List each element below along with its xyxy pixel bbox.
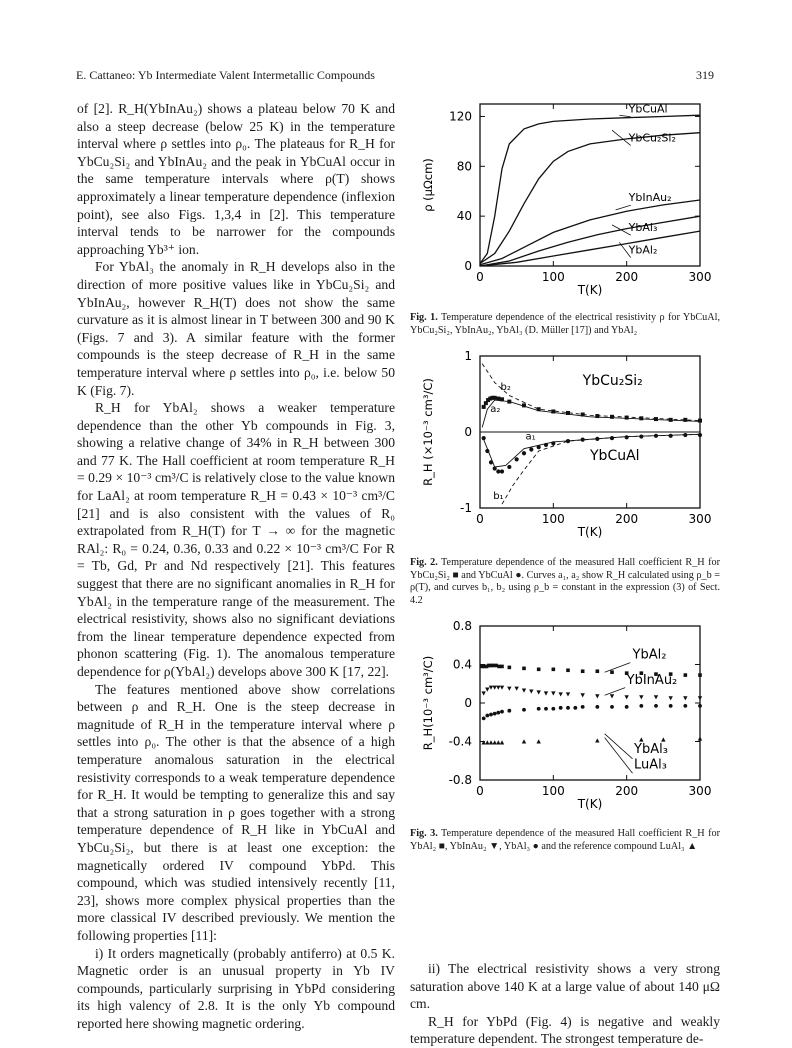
caption-label: Fig. 3. bbox=[410, 828, 438, 839]
y-tick-label: 1 bbox=[464, 350, 472, 363]
y-axis-label: R_H (×10⁻³ cm³/C) bbox=[421, 378, 435, 486]
data-point-ybal3 bbox=[537, 707, 541, 711]
data-point-ybcu2si2 bbox=[537, 407, 541, 411]
data-point-ybinau2 bbox=[544, 691, 548, 695]
data-point-ybinau2 bbox=[492, 686, 496, 690]
data-point-ybal2 bbox=[596, 669, 600, 673]
x-tick-label: 100 bbox=[541, 512, 565, 526]
data-point-ybcu2si2 bbox=[496, 397, 500, 401]
data-point-ybinau2 bbox=[500, 686, 504, 690]
x-tick-label: 200 bbox=[615, 784, 639, 798]
plot-frame bbox=[480, 104, 700, 266]
data-point-ybal2 bbox=[508, 666, 512, 670]
data-point-ybcual bbox=[625, 435, 629, 439]
data-point-ybcu2si2 bbox=[625, 416, 629, 420]
label-leader bbox=[605, 663, 631, 673]
data-point-ybinau2 bbox=[683, 696, 687, 700]
data-point-ybal3 bbox=[669, 704, 673, 708]
x-tick-label: 0 bbox=[476, 784, 484, 798]
data-point-ybcual bbox=[610, 436, 614, 440]
data-point-ybal3 bbox=[610, 705, 614, 709]
fig2-chart bbox=[410, 350, 720, 555]
data-point-ybal3 bbox=[683, 704, 687, 708]
figure-2 bbox=[410, 350, 720, 555]
curve-label: YbCuAl bbox=[628, 102, 668, 116]
x-tick-label: 300 bbox=[688, 784, 712, 798]
data-point-ybal2 bbox=[522, 667, 526, 671]
data-point-ybal3 bbox=[625, 705, 629, 709]
data-point-ybcu2si2 bbox=[610, 415, 614, 419]
data-point-ybinau2 bbox=[522, 688, 526, 692]
data-point-ybcual bbox=[485, 449, 489, 453]
data-point-luAl3 bbox=[500, 740, 504, 744]
data-point-ybcual bbox=[581, 438, 585, 442]
paragraph: R_H for YbPd (Fig. 4) is negative and weakly temperature dependent. The strongest temperature de- bbox=[410, 1013, 720, 1047]
curve-b1 bbox=[502, 431, 700, 504]
data-point-luAl3 bbox=[485, 740, 489, 744]
data-point-ybal3 bbox=[639, 704, 643, 708]
data-point-luAl3 bbox=[522, 739, 526, 743]
curve-label: YbCuAl bbox=[590, 448, 640, 465]
y-tick-label: 0.8 bbox=[452, 619, 472, 633]
data-point-ybal3 bbox=[551, 707, 555, 711]
data-point-ybinau2 bbox=[654, 695, 658, 699]
data-point-luAl3 bbox=[492, 740, 496, 744]
curve-label: YbCu₂Si₂ bbox=[582, 372, 643, 389]
running-header: E. Cattaneo: Yb Intermediate Valent Intermetallic Compounds bbox=[76, 68, 375, 82]
data-point-ybcual bbox=[537, 445, 541, 449]
data-point-ybcual bbox=[654, 434, 658, 438]
data-point-ybal3 bbox=[654, 704, 658, 708]
y-tick-label: -0.8 bbox=[448, 773, 472, 787]
x-axis-label: T(K) bbox=[577, 525, 603, 539]
x-tick-label: 0 bbox=[476, 270, 484, 284]
data-point-ybcu2si2 bbox=[507, 400, 511, 404]
data-point-ybcu2si2 bbox=[522, 403, 526, 407]
data-point-ybinau2 bbox=[639, 695, 643, 699]
data-point-ybcual bbox=[489, 460, 493, 464]
data-point-ybcual bbox=[496, 469, 500, 473]
data-point-ybcual bbox=[522, 451, 526, 455]
data-point-ybal3 bbox=[581, 705, 585, 709]
y-tick-label: 40 bbox=[456, 209, 472, 224]
data-point-ybal2 bbox=[566, 668, 570, 672]
figure-3-caption bbox=[410, 828, 720, 853]
curve-label: b₁ bbox=[493, 490, 504, 502]
y-axis-label: R_H(10⁻³ cm³/C) bbox=[421, 655, 435, 751]
data-point-ybal3 bbox=[489, 713, 493, 717]
curve-label: YbCu₂Si₂ bbox=[628, 131, 676, 145]
x-axis-label: T(K) bbox=[577, 283, 603, 297]
data-point-ybinau2 bbox=[507, 687, 511, 691]
data-point-ybinau2 bbox=[514, 687, 518, 691]
data-point-ybcu2si2 bbox=[493, 396, 497, 400]
caption-text: Temperature dependence of the electrical resistivity ρ for YbCuAl, YbCu₂Si₂, YbInAu₂, YbAl₃ (D. Müller [17]) and YbAl₂ bbox=[410, 312, 720, 336]
curve-label: a₁ bbox=[525, 431, 536, 443]
figure-1-caption bbox=[410, 312, 720, 337]
data-point-ybcual bbox=[551, 441, 555, 445]
data-point-ybal3 bbox=[496, 711, 500, 715]
data-point-ybcu2si2 bbox=[500, 397, 504, 401]
curve-ybinau2 bbox=[480, 200, 700, 265]
caption-label: Fig. 1. bbox=[410, 312, 438, 323]
x-tick-label: 100 bbox=[541, 270, 565, 284]
curve-label: YbInAu₂ bbox=[626, 672, 678, 688]
data-point-ybinau2 bbox=[536, 690, 540, 694]
x-tick-label: 200 bbox=[615, 512, 639, 526]
data-point-ybal3 bbox=[698, 704, 702, 708]
data-point-ybcu2si2 bbox=[698, 419, 702, 423]
data-point-ybinau2 bbox=[529, 689, 533, 693]
y-tick-label: 0 bbox=[464, 425, 472, 439]
data-point-ybal3 bbox=[522, 708, 526, 712]
data-point-ybal2 bbox=[537, 668, 541, 672]
data-point-luAl3 bbox=[536, 739, 540, 743]
data-point-ybal2 bbox=[684, 673, 688, 677]
data-point-luAl3 bbox=[489, 740, 493, 744]
data-point-ybinau2 bbox=[580, 693, 584, 697]
paragraph: The features mentioned above show correlations between ρ and R_H. One is the steep decrease in magnitude of R_H in the temperature interval where ρ settles into ρ₀. The other is that the absence of a high temperature anomalous saturation in the electrical resistivity corresponds to a weak temperature dependence for R_H. It would be tempting to generalize this and say that a strong saturation in ρ goes together with a strong temperature dependence of R_H like in YbCuAl and YbCu₂Si₂, but there is at least one exception: the magnetically ordered IV compound YbPd. This compound, which was studied intensively recently [11, 23], shows more complex physical properties than the more classical IV described previously. We mention the following properties [11]: bbox=[77, 681, 395, 943]
left-column bbox=[77, 100, 395, 1032]
y-tick-label: 0 bbox=[464, 696, 472, 710]
paragraph: of [2]. R_H(YbInAu₂) shows a plateau below 70 K and also a steep decrease (below 25 K) in the temperature interval where ρ settles into ρ₀. The plateaus for R_H for YbCu₂Si₂ and YbInAu₂ and the peak in YbCuAl occur in the same temperature intervals where ρ(T) shows approximately a linear temperature dependence (inflexion point), see also Figs. 1,3,4 in [2]. This temperature interval tends to be narrower for the compounds approaching Yb³⁺ ion. bbox=[77, 101, 395, 257]
data-point-ybal3 bbox=[507, 709, 511, 713]
curve-label: YbAl₃ bbox=[628, 221, 658, 235]
data-point-ybal3 bbox=[493, 712, 497, 716]
data-point-ybinau2 bbox=[496, 686, 500, 690]
data-point-ybcual bbox=[698, 433, 702, 437]
data-point-ybcual bbox=[566, 439, 570, 443]
fig1-chart bbox=[410, 100, 720, 310]
data-point-ybinau2 bbox=[698, 696, 702, 700]
fig3-chart bbox=[410, 618, 720, 828]
data-point-ybcual bbox=[683, 433, 687, 437]
data-point-ybcu2si2 bbox=[683, 418, 687, 422]
label-leader bbox=[605, 688, 626, 696]
data-point-ybal2 bbox=[552, 668, 556, 672]
data-point-ybinau2 bbox=[668, 696, 672, 700]
paragraph: i) It orders magnetically (probably antiferro) at 0.5 K. Magnetic order is an unusual property in Yb IV compounds, particularly surprising in YbPd considering its high valency of 2.8. It is the only Yb compound reported here showing magnetic ordering. bbox=[77, 945, 395, 1031]
y-tick-label: -1 bbox=[460, 501, 472, 515]
data-point-ybal3 bbox=[566, 706, 570, 710]
data-point-luAl3 bbox=[661, 737, 665, 741]
figure-3 bbox=[410, 618, 720, 828]
data-point-ybal3 bbox=[544, 707, 548, 711]
x-tick-label: 200 bbox=[615, 270, 639, 284]
data-point-ybcu2si2 bbox=[581, 413, 585, 417]
data-point-ybcu2si2 bbox=[566, 411, 570, 415]
data-point-ybcual bbox=[529, 447, 533, 451]
data-point-ybcual bbox=[669, 434, 673, 438]
curve-label: b₂ bbox=[500, 382, 511, 394]
curve-label: LuAl₃ bbox=[634, 757, 667, 773]
data-point-ybinau2 bbox=[610, 694, 614, 698]
label-leader bbox=[616, 205, 631, 210]
data-point-ybinau2 bbox=[489, 686, 493, 690]
y-tick-label: 80 bbox=[456, 159, 472, 174]
curve-label: YbAl₃ bbox=[634, 742, 668, 758]
paragraph: R_H for YbAl₂ shows a weaker temperature dependence than the other Yb compounds in Fig. 3, showing a relative change of 34% in R_H between 300 and 77 K. The Hall coefficient at room temperature R_H = 0.29 × 10⁻³ cm³/C is relatively close to the value known for LaAl₂ at room temperature R_H = 0.43 × 10⁻³ cm³/C [21] and is also consistent with the values of R₀ extrapolated from R_H(T) for T → ∞ for the magnetic RAl₂: R₀ = 0.24, 0.36, 0.33 and 0.22 × 10⁻³ cm³/C For R = Tb, Gd, Pr and Nd respectively [21]. This features suggest that there are no significant anomalies in R_H for YbAl₂ in the temperature range of the measurement. The electrical resistivity, shows also no significant deviations from the linear temperature dependence expected from phonon scattering (Fig. 1). The anomalous temperature dependence for ρ(YbAl₂) develops above 300 K [17, 22]. bbox=[77, 400, 395, 679]
data-point-ybcual bbox=[544, 443, 548, 447]
y-tick-label: -0.4 bbox=[448, 734, 472, 749]
data-point-ybinau2 bbox=[481, 691, 485, 695]
curve-label: YbInAu₂ bbox=[628, 191, 672, 205]
data-point-ybinau2 bbox=[551, 691, 555, 695]
data-point-ybcu2si2 bbox=[595, 414, 599, 418]
data-point-ybinau2 bbox=[595, 694, 599, 698]
caption-text: Temperature dependence of the measured Hall coefficient R_H for YbCu₂Si₂ ■ and YbCuAl ●. Curves a₁, a₂ show R_H calculated using ρ_b = ρ(T), and curves b₁, b₂ using ρ_b = constant in the expression (3) of Sect. 4.2 bbox=[410, 557, 720, 606]
data-point-ybcual bbox=[595, 437, 599, 441]
paragraph: ii) The electrical resistivity shows a very strong saturation above 140 K at a large value of about 140 μΩ cm. bbox=[410, 961, 720, 1012]
curve-label: YbAl₂ bbox=[632, 647, 667, 663]
data-point-ybcual bbox=[639, 434, 643, 438]
paragraph: For YbAl₃ the anomaly in R_H develops also in the direction of more positive values like in YbCu₂Si₂ and YbInAu₂, however R_H(T) does not show the same curvature as it is almost linear in T between 300 and 90 K (Figs. 7 and 3). A similar feature with the former compounds is the steep decrease of R_H in the same temperature interval where ρ settles into ρ₀, i.e. below 50 K (Fig. 7). bbox=[77, 259, 395, 398]
page-number: 319 bbox=[696, 68, 714, 82]
data-point-luAl3 bbox=[639, 737, 643, 741]
data-point-ybinau2 bbox=[558, 692, 562, 696]
y-tick-label: 0 bbox=[464, 259, 472, 273]
x-axis-label: T(K) bbox=[577, 797, 603, 811]
right-column-text bbox=[410, 960, 720, 1048]
data-point-ybal3 bbox=[482, 717, 486, 721]
y-axis-label: ρ (μΩcm) bbox=[421, 158, 435, 212]
x-tick-label: 300 bbox=[688, 270, 712, 284]
data-point-ybal2 bbox=[698, 673, 702, 677]
curve-label: a₂ bbox=[490, 404, 501, 416]
data-point-ybal2 bbox=[581, 669, 585, 673]
data-point-ybal3 bbox=[485, 714, 489, 718]
y-tick-label: 0.4 bbox=[452, 657, 472, 672]
curve-label: YbAl₂ bbox=[628, 243, 658, 257]
data-point-ybal3 bbox=[559, 706, 563, 710]
data-point-ybcu2si2 bbox=[551, 409, 555, 413]
data-point-ybal3 bbox=[573, 706, 577, 710]
figure-1 bbox=[410, 100, 720, 310]
data-point-ybcual bbox=[500, 469, 504, 473]
curve-a2 bbox=[482, 400, 700, 427]
x-tick-label: 100 bbox=[541, 784, 565, 798]
data-point-luAl3 bbox=[595, 738, 599, 742]
caption-text: Temperature dependence of the measured Hall coefficient R_H for YbAl₂ ■, YbInAu₂ ▼, YbAl₃ ● and the reference compound LuAl₃ ▲ bbox=[410, 828, 720, 852]
data-point-ybcual bbox=[493, 466, 497, 470]
data-point-ybcual bbox=[507, 465, 511, 469]
data-point-luAl3 bbox=[481, 740, 485, 744]
data-point-ybcu2si2 bbox=[639, 416, 643, 420]
data-point-ybcu2si2 bbox=[654, 417, 658, 421]
data-point-ybal3 bbox=[500, 710, 504, 714]
data-point-ybinau2 bbox=[566, 692, 570, 696]
y-tick-label: 120 bbox=[449, 109, 472, 124]
figure-2-caption bbox=[410, 557, 720, 607]
data-point-luAl3 bbox=[698, 736, 702, 740]
data-point-ybinau2 bbox=[485, 688, 489, 692]
x-tick-label: 300 bbox=[688, 512, 712, 526]
x-tick-label: 0 bbox=[476, 512, 484, 526]
data-point-ybcu2si2 bbox=[482, 405, 486, 409]
data-point-ybcual bbox=[482, 436, 486, 440]
data-point-luAl3 bbox=[496, 740, 500, 744]
data-point-ybal2 bbox=[610, 670, 614, 674]
data-point-ybal3 bbox=[595, 705, 599, 709]
data-point-ybcu2si2 bbox=[669, 418, 673, 422]
data-point-ybinau2 bbox=[624, 695, 628, 699]
caption-label: Fig. 2. bbox=[410, 557, 438, 568]
data-point-ybal2 bbox=[500, 665, 504, 669]
data-point-ybcual bbox=[515, 457, 519, 461]
